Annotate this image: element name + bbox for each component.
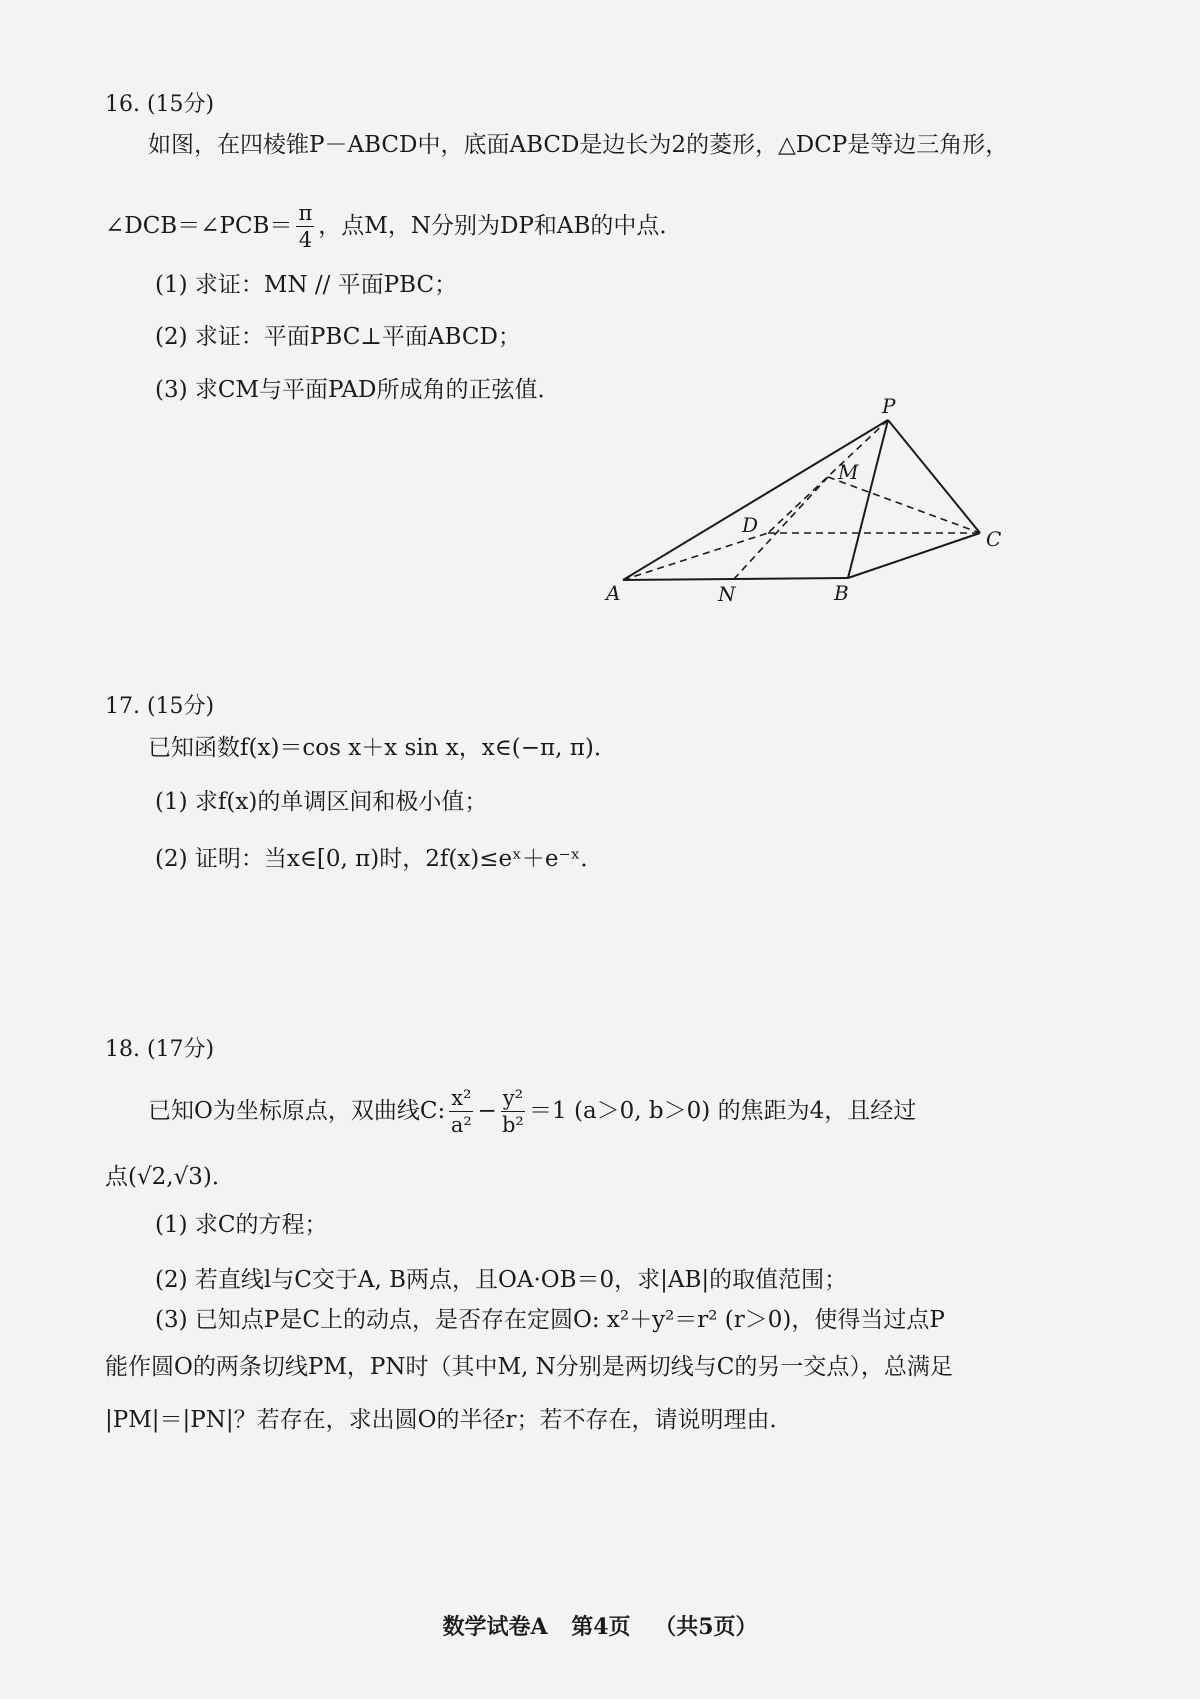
q18-frac1-num: x²: [451, 1085, 472, 1110]
label-A: A: [606, 581, 621, 605]
label-P: P: [882, 395, 896, 418]
q18-minus: −: [477, 1098, 497, 1124]
q17-part2: (2) 证明：当x∈[0, π)时，2f(x)≤eˣ＋e⁻ˣ．: [155, 846, 604, 872]
q18-part3-line3: |PM|＝|PN|？若存在，求出圆O的半径r；若不存在，请说明理由．: [105, 1407, 793, 1433]
q17-header: 17. (15分): [105, 694, 215, 719]
q16-fraction: [296, 200, 314, 253]
edge-AD: [623, 533, 768, 580]
pyramid-figure: [590, 395, 1030, 620]
q18-frac1-den: a²: [450, 1112, 472, 1137]
footer-page: 第4页: [571, 1614, 631, 1640]
q16-part3: (3) 求CM与平面PAD所成角的正弦值．: [155, 377, 561, 403]
q16-part2: (2) 求证：平面PBC⊥平面ABCD；: [155, 324, 521, 350]
q18-part2: (2) 若直线l与C交于A, B两点，且OA·OB＝0，求|AB|的取值范围；: [155, 1267, 848, 1293]
q18-stem-line2: 点(√2,√3)．: [105, 1164, 235, 1190]
q18-stem-line1: [148, 1080, 916, 1142]
edge-BC: [848, 533, 980, 578]
q18-fraction-x: [449, 1085, 473, 1138]
page-footer: [0, 1610, 1200, 1641]
q16-midpoint-text: ，点M，N分别为DP和AB的中点．: [318, 213, 683, 239]
edge-PB: [848, 420, 888, 578]
q16-stem-line1: 如图，在四棱锥P－ABCD中，底面ABCD是边长为2的菱形，△DCP是等边三角形，: [148, 132, 1009, 158]
label-M: M: [838, 460, 859, 484]
q16-stem-line2: [105, 196, 682, 256]
q16-frac-den: 4: [298, 227, 313, 252]
q16-angle-text: ∠DCB＝∠PCB＝: [105, 213, 293, 239]
q18-fraction-y: [501, 1085, 525, 1138]
label-N: N: [718, 582, 736, 606]
label-B: B: [834, 581, 849, 605]
edge-PA: [623, 420, 888, 580]
q16-header: 16. (15分): [105, 92, 215, 117]
q16-part1: (1) 求证：MN // 平面PBC；: [155, 272, 458, 298]
label-C: C: [986, 527, 1002, 551]
label-D: D: [742, 513, 759, 537]
q18-stem-right: ＝1 (a＞0, b＞0) 的焦距为4，且经过: [529, 1098, 917, 1124]
q18-frac2-den: b²: [501, 1112, 524, 1137]
q17-part1: (1) 求f(x)的单调区间和极小值；: [155, 789, 488, 815]
q18-frac2-num: y²: [502, 1085, 524, 1110]
q18-part3-line1: (3) 已知点P是C上的动点，是否存在定圆O: x²＋y²＝r² (r＞0)，使得当过点P: [155, 1307, 945, 1333]
q18-part3-line2: 能作圆O的两条切线PM，PN时（其中M, N分别是两切线与C的另一交点），总满足: [105, 1354, 953, 1380]
edge-PD: [768, 420, 888, 533]
q18-header: 18. (17分): [105, 1037, 215, 1062]
footer-exam: 数学试卷A: [442, 1614, 548, 1640]
q18-stem-left: 已知O为坐标原点，双曲线C:: [148, 1098, 446, 1124]
q16-frac-num: π: [298, 200, 313, 225]
footer-total: （共5页）: [654, 1614, 758, 1640]
q18-part1: (1) 求C的方程；: [155, 1212, 328, 1238]
q17-stem: 已知函数f(x)＝cos x＋x sin x，x∈(−π, π)．: [148, 735, 617, 761]
